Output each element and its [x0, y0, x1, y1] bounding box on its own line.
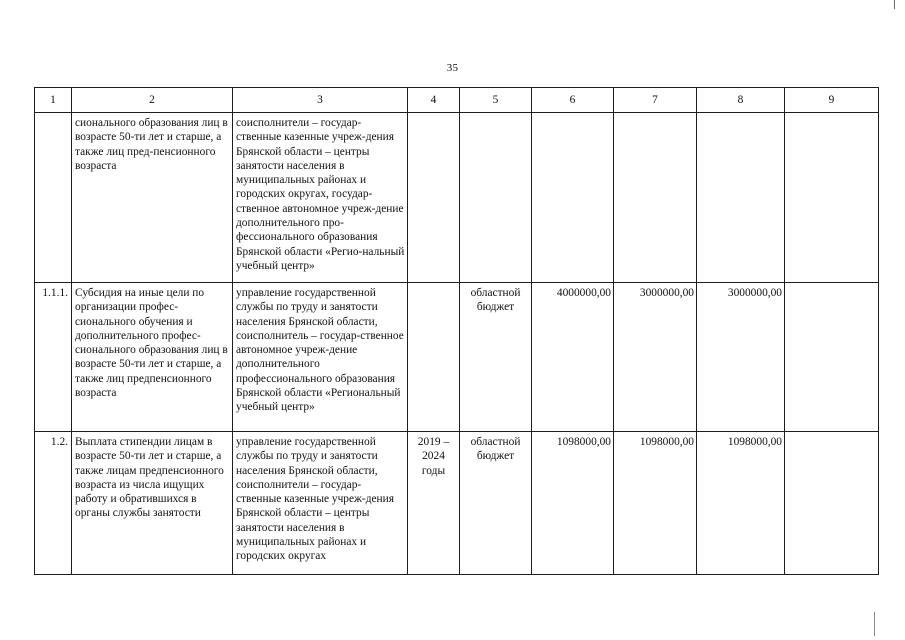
column-9-cell: [785, 113, 879, 283]
funding-amount-col7: 1098000,00: [614, 432, 697, 575]
measure-name: сионального образования лиц в возрасте 50-ти лет и старше, а также лиц пред-пенсионного возраста: [72, 113, 233, 283]
row-number: 1.1.1.: [35, 283, 72, 432]
row-number: 1.2.: [35, 432, 72, 575]
measure-name: Выплата стипендии лицам в возрасте 50-ти лет и старше, а также лицам предпенсионного возраста из числа ищущих работу и обратившихся в органы службы занятости: [72, 432, 233, 575]
funding-amount-col8: 1098000,00: [697, 432, 785, 575]
table-row: [35, 113, 879, 283]
funding-amount-col8: 3000000,00: [697, 283, 785, 432]
column-9-cell: [785, 283, 879, 432]
scan-edge-mark-top: [894, 0, 895, 9]
column-header-7: 7: [614, 88, 697, 113]
column-header-5: 5: [460, 88, 532, 113]
column-header-8: 8: [697, 88, 785, 113]
page-number: 35: [446, 62, 459, 74]
responsible-executor: управление государственной службы по труду и занятости населения Брянской области, соисполнитель – государ-ственное автономное учреж-дение дополнительного профессионального образования Брянской области «Региональный учебный центр»: [233, 283, 408, 432]
column-header-1: 1: [35, 88, 72, 113]
funding-amount-col6: [532, 113, 614, 283]
funding-amount-col7: 3000000,00: [614, 283, 697, 432]
table-row: [35, 283, 879, 432]
row-number: [35, 113, 72, 283]
column-header-2: 2: [72, 88, 233, 113]
column-header-9: 9: [785, 88, 879, 113]
column-header-4: 4: [408, 88, 460, 113]
table-row: [35, 432, 879, 575]
column-header-3: 3: [233, 88, 408, 113]
responsible-executor: управление государственной службы по труду и занятости населения Брянской области, соисполнители – государ-ственные казенные учреж-дения Брянской области – центры занятости населения в муниципальных районах и городских округах: [233, 432, 408, 575]
implementation-period: [408, 113, 460, 283]
funding-amount-col8: [697, 113, 785, 283]
scan-edge-mark-bottom: [874, 612, 875, 636]
column-header-6: 6: [532, 88, 614, 113]
implementation-period: 2019 – 2024 годы: [408, 432, 460, 575]
funding-amount-col6: 4000000,00: [532, 283, 614, 432]
funding-amount-col7: [614, 113, 697, 283]
column-9-cell: [785, 432, 879, 575]
table-header-row: [35, 88, 879, 113]
funding-source: областной бюджет: [460, 432, 532, 575]
measure-name: Субсидия на иные цели по организации профес-сионального обучения и дополнительного профес-сионального образования лиц в возрасте 50-ти лет и старше, а также лиц предпенсионного возраста: [72, 283, 233, 432]
funding-source: [460, 113, 532, 283]
implementation-period: [408, 283, 460, 432]
responsible-executor: соисполнители – государ-ственные казенные учреж-дения Брянской области – центры занятости населения в муниципальных районах и городских округах, государ-ственное автономное учреж-дение дополнительного про-фессионального образования Брянской области «Регио-нальный учебный центр»: [233, 113, 408, 283]
funding-amount-col6: 1098000,00: [532, 432, 614, 575]
program-measures-table: [34, 87, 879, 575]
funding-source: областной бюджет: [460, 283, 532, 432]
